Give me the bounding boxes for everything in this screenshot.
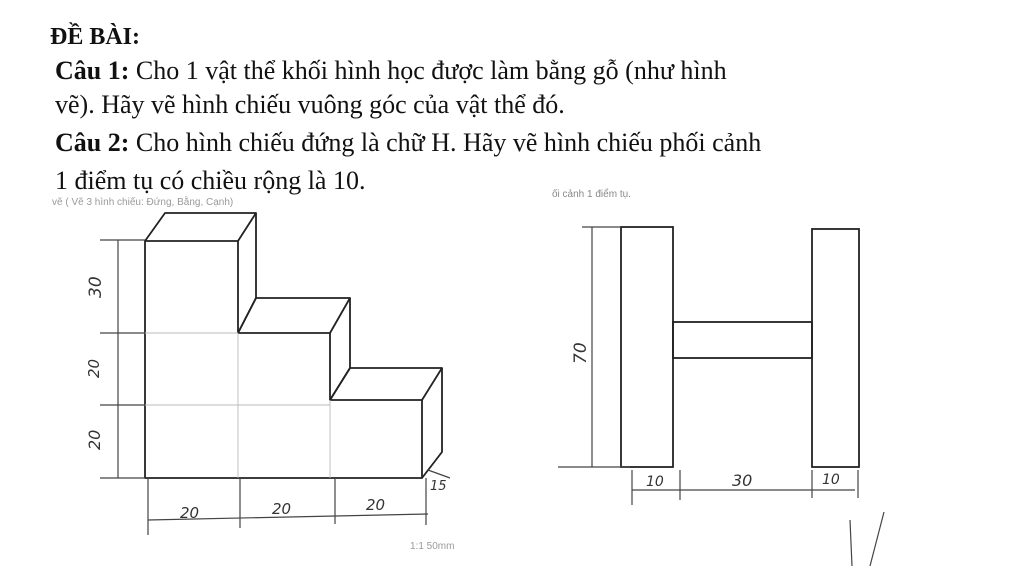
h-width-label-3: 10 [822,472,840,488]
page-heading: ĐỀ BÀI: [50,24,141,50]
h-right-post [812,229,859,467]
question-2-label: Câu 2: [55,128,130,157]
question-2-line-2: 1 điểm tụ có chiều rộng là 10. [55,166,366,195]
stair-depth-label: 15 [430,479,447,494]
question-1-line-2: vẽ). Hãy vẽ hình chiếu vuông góc của vật thể đó. [55,90,565,119]
faint-note-left: vẽ ( Vẽ 3 hình chiếu: Đứng, Bằng, Cạnh) [52,197,234,208]
stair-height-label-1: 30 [86,276,106,298]
h-left-post [621,227,673,467]
question-1-text-1: Cho 1 vật thể khối hình học được làm bằng gỗ (như hình [129,56,727,85]
stair-step2-top [238,298,350,333]
stair-construction-lines [145,333,330,478]
h-dimensions [558,227,884,566]
h-dim-labels [571,342,840,490]
h-width-label-2: 30 [732,471,753,490]
question-2-text-1: Cho hình chiếu đứng là chữ H. Hãy vẽ hình chiếu phối cảnh [129,128,762,157]
h-height-label: 70 [571,342,591,364]
faint-note-bottom: 1:1 50mm [410,541,455,552]
stair-dimensions [100,240,450,535]
stair-figure [145,213,442,478]
stair-width-label-1: 20 [180,504,200,522]
stair-front-outline [145,241,422,478]
stair-height-label-3: 20 [85,429,104,450]
stair-step3-top [330,368,442,400]
h-crossbar [673,322,812,358]
h-figure [621,227,859,467]
faint-note-right: ối cảnh 1 điểm tụ. [552,189,631,200]
stair-width-label-2: 20 [272,500,292,518]
question-1-label: Câu 1: [55,56,130,85]
stair-height-label-2: 20 [85,358,103,378]
stair-step1-top [145,213,256,241]
h-width-label-1: 10 [646,474,664,490]
stair-width-label-3: 20 [366,496,386,514]
